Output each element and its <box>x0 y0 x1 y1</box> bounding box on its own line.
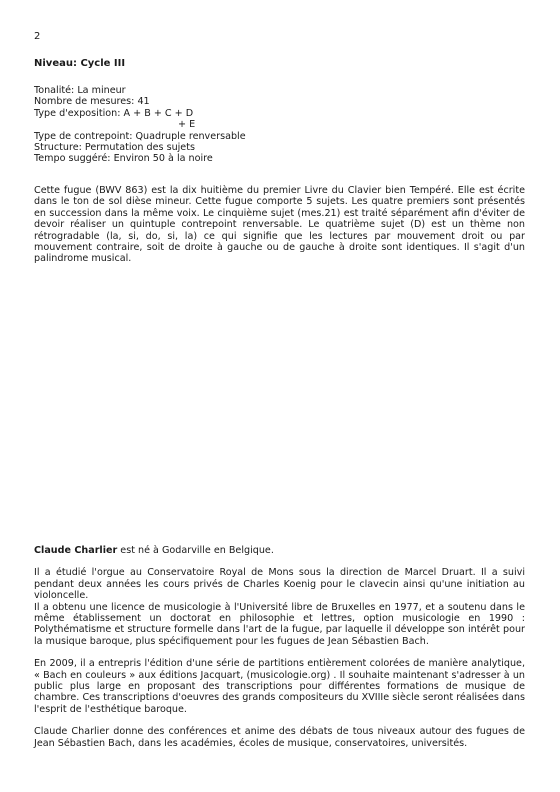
bio-intro <box>34 545 525 556</box>
measures-line: Nombre de mesures: 41 <box>34 96 150 108</box>
bio-paragraph: Il a obtenu une licence de musicologie à l'Université libre de Bruxelles en 1977, et a soutenu dans le même établissement un doctorat en philosophie et lettres, option musicologie en 1990 : Polythématisme et structure formelle dans l'art de la fugue, par laquelle il développe son intérêt pour la musique baroque, plus spécifiquement pour les fugues de Jean Sébastien Bach. <box>34 601 525 647</box>
counterpoint-line: Type de contrepoint: Quadruple renversable <box>34 130 246 142</box>
bio-intro-text: est né à Godarville en Belgique. <box>117 545 274 556</box>
exposition-line: Type d'exposition: A + B + C + D <box>34 107 194 119</box>
bio-paragraph: En 2009, il a entrepris l'édition d'une série de partitions entièrement colorées de manière analytique, « Bach en couleurs » aux éditions Jacquart, (musicologie.org) . Il souhaite maintenant s'adresser à un public plus large en proposant des transcriptions pour différentes formations de musique de chambre. Ces transcriptions d'oeuvres des grands compositeurs du XVIIIe siècle seront réalisées dans l'esprit de l'esthétique baroque. <box>34 658 525 715</box>
level-heading: Niveau: Cycle III <box>34 58 126 69</box>
exposition-continuation: + E <box>178 119 196 131</box>
tonality-line: Tonalité: La mineur <box>34 85 126 96</box>
bio-paragraph: Il a étudié l'orgue au Conservatoire Royal de Mons sous la direction de Marcel Druart. Il a suivi pendant deux années les cours privés de Charles Koenig pour le clavecin ainsi qu'une initiation au violoncelle. <box>34 567 525 602</box>
fugue-description: Cette fugue (BWV 863) est la dix huitième du premier Livre du Clavier bien Tempéré. Elle est écrite dans le ton de sol dièse mineur. Cette fugue comporte 5 sujets. Les quatre premiers sont présentés en succession dans la même voix. Le cinquième sujet (mes.21) est traité séparément afin d'éviter de devoir réaliser un quintuple contrepoint renversable. Le quatrième sujet (D) est un thème non rétrogradable (la, si, do, si, la) ce qui signifie que les lectures par mouvement droit ou par mouvement contraire, soit de droite à gauche ou de gauche à droite sont identiques. Il s'agit d'un palindrome musical. <box>34 185 525 265</box>
author-biography <box>34 545 525 760</box>
tempo-line: Tempo suggéré: Environ 50 à la noire <box>34 153 213 165</box>
fugue-specs <box>34 85 514 165</box>
bio-paragraph: Claude Charlier donne des conférences et anime des débats de tous niveaux autour des fugues de Jean Sébastien Bach, dans les académies, écoles de musique, conservatoires, universités. <box>34 726 525 749</box>
structure-line: Structure: Permutation des sujets <box>34 142 195 154</box>
page-number: 2 <box>34 31 41 42</box>
author-name: Claude Charlier <box>34 545 118 556</box>
